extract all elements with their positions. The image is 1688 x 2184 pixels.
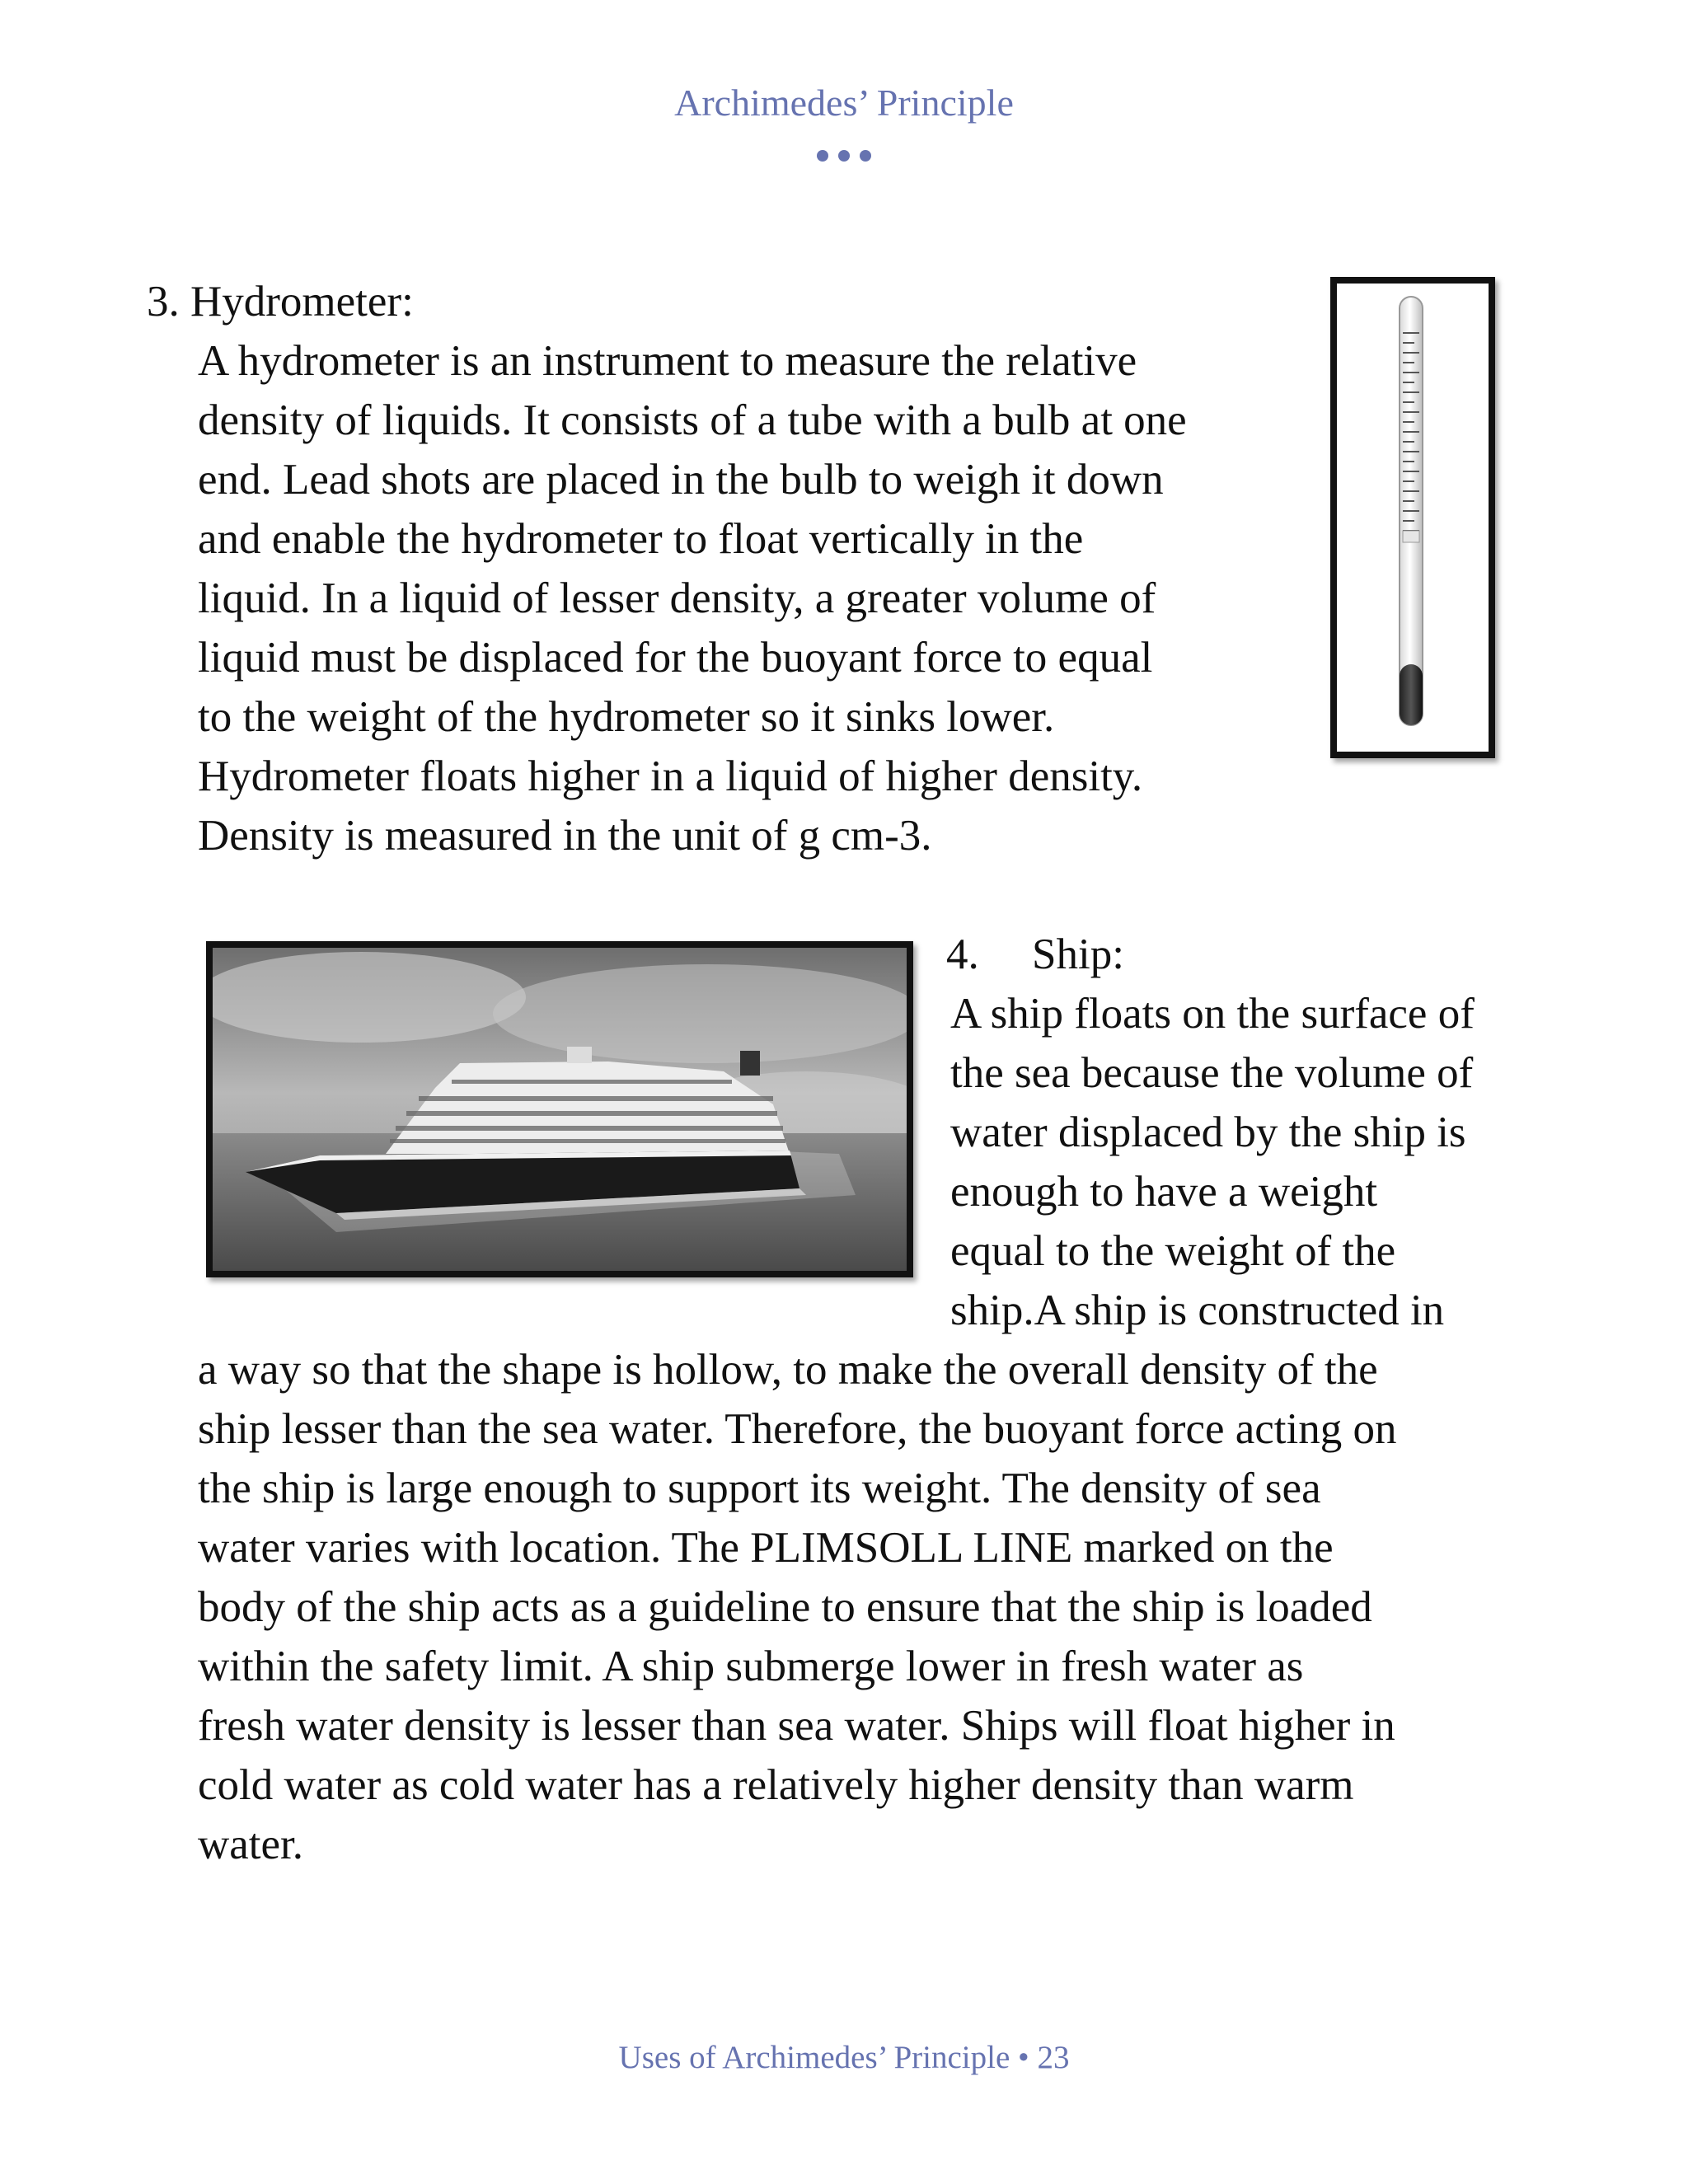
section-3-title: Hydrometer: [190, 278, 414, 326]
text-line: and enable the hydrometer to float vertically in the [198, 515, 1084, 563]
text-line: cold water as cold water has a relatively higher density than warm [198, 1761, 1354, 1809]
section-4-side-text [950, 984, 1577, 1340]
text-line: water displaced by the ship is [950, 1108, 1466, 1156]
text-line: the sea because the volume of [950, 1049, 1474, 1097]
page-header-title: Archimedes’ Principle [674, 82, 1014, 124]
text-line: A ship floats on the surface of [950, 990, 1475, 1038]
section-4-body [198, 1340, 1550, 1874]
text-line: fresh water density is lesser than sea water. Ships will float higher in [198, 1702, 1395, 1750]
cruise-ship-image [206, 941, 913, 1277]
section-4-heading [946, 925, 1124, 984]
text-line: A hydrometer is an instrument to measure the relative [198, 337, 1137, 385]
text-line: to the weight of the hydrometer so it sinks lower. [198, 693, 1055, 741]
text-line: water varies with location. The PLIMSOLL LINE marked on the [198, 1524, 1334, 1572]
section-3-number: 3. [147, 278, 180, 326]
text-line: within the safety limit. A ship submerge lower in fresh water as [198, 1643, 1304, 1690]
section-4-number: 4. [946, 930, 979, 978]
header-ornament-dots [0, 150, 1688, 162]
text-line: end. Lead shots are placed in the bulb to weigh it down [198, 456, 1164, 504]
section-4-title: Ship: [1032, 930, 1124, 978]
cruise-ship-photo [213, 948, 907, 1271]
section-3-heading [147, 272, 414, 331]
text-line: ship.A ship is constructed in [950, 1286, 1445, 1334]
text-line: equal to the weight of the [950, 1227, 1396, 1275]
hydrometer-illustration [1337, 284, 1489, 752]
text-line: density of liquids. It consists of a tube with a bulb at one [198, 396, 1187, 444]
text-line: water. [198, 1821, 304, 1868]
text-line: Hydrometer floats higher in a liquid of higher density. [198, 752, 1143, 800]
text-line: ship lesser than the sea water. Therefore, the buoyant force acting on [198, 1405, 1397, 1453]
section-3-body [198, 331, 1302, 865]
text-line: enough to have a weight [950, 1168, 1378, 1216]
text-line: the ship is large enough to support its weight. The density of sea [198, 1465, 1321, 1512]
page-footer: Uses of Archimedes’ Principle • 23 [618, 2040, 1070, 2075]
text-line: liquid. In a liquid of lesser density, a greater volume of [198, 574, 1156, 622]
text-line: a way so that the shape is hollow, to make the overall density of the [198, 1346, 1378, 1394]
text-line: body of the ship acts as a guideline to ensure that the ship is loaded [198, 1583, 1372, 1631]
text-line: liquid must be displaced for the buoyant force to equal [198, 634, 1153, 682]
text-line: Density is measured in the unit of g cm-3. [198, 812, 932, 860]
hydrometer-image [1330, 277, 1495, 758]
